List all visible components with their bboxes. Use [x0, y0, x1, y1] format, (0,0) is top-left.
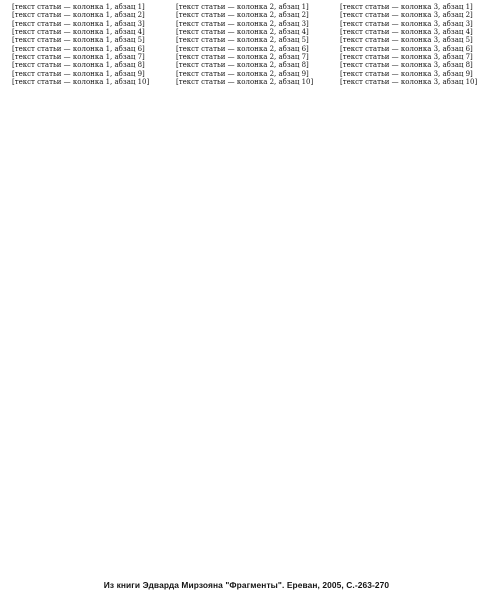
paragraph: [текст статьи — колонка 1, абзац 10]: [12, 78, 150, 87]
paragraph: [текст статьи — колонка 1, абзац 7]: [12, 53, 145, 62]
paragraph: [текст статьи — колонка 3, абзац 6]: [340, 44, 473, 53]
paragraph: [текст статьи — колонка 1, абзац 4]: [12, 28, 145, 37]
paragraph: [текст статьи — колонка 1, абзац 1]: [12, 3, 145, 11]
paragraph: [текст статьи — колонка 3, абзац 9]: [340, 69, 473, 78]
paragraph: [текст статьи — колонка 3, абзац 10]: [340, 78, 478, 87]
paragraph: [текст статьи — колонка 3, абзац 5]: [340, 36, 473, 45]
paragraph: [текст статьи — колонка 2, абзац 8]: [176, 61, 309, 70]
paragraph: [текст статьи — колонка 3, абзац 4]: [340, 28, 473, 37]
paragraph: [текст статьи — колонка 2, абзац 9]: [176, 69, 309, 78]
paragraph: [текст статьи — колонка 2, абзац 4]: [176, 28, 309, 37]
paragraph: [текст статьи — колонка 3, абзац 8]: [340, 61, 473, 70]
paragraph: [текст статьи — колонка 3, абзац 1]: [340, 3, 473, 11]
article-column-3: [332, 3, 490, 577]
source-citation: Из книги Эдварда Мирзояна "Фрагменты". Ереван, 2005, С.-263-270: [103, 580, 390, 590]
paragraph: [текст статьи — колонка 1, абзац 8]: [12, 61, 145, 70]
paragraph: [текст статьи — колонка 2, абзац 7]: [176, 53, 309, 62]
article-column-2: [168, 3, 326, 577]
paragraph: [текст статьи — колонка 2, абзац 1]: [176, 3, 309, 11]
paragraph: [текст статьи — колонка 2, абзац 10]: [176, 78, 314, 87]
paragraph: [текст статьи — колонка 2, абзац 2]: [176, 11, 309, 20]
paragraph: [текст статьи — колонка 3, абзац 3]: [340, 19, 473, 28]
paragraph: [текст статьи — колонка 1, абзац 3]: [12, 19, 145, 28]
paragraph: [текст статьи — колонка 1, абзац 6]: [12, 44, 145, 53]
paragraph: [текст статьи — колонка 3, абзац 7]: [340, 53, 473, 62]
article-column-1: [4, 3, 162, 577]
paragraph: [текст статьи — колонка 1, абзац 5]: [12, 36, 145, 45]
paragraph: [текст статьи — колонка 2, абзац 6]: [176, 44, 309, 53]
paragraph: [текст статьи — колонка 2, абзац 3]: [176, 19, 309, 28]
paragraph: [текст статьи — колонка 3, абзац 2]: [340, 11, 473, 20]
paragraph: [текст статьи — колонка 2, абзац 5]: [176, 36, 309, 45]
paragraph: [текст статьи — колонка 1, абзац 9]: [12, 69, 145, 78]
paragraph: [текст статьи — колонка 1, абзац 2]: [12, 11, 145, 20]
article-body: [4, 3, 489, 577]
